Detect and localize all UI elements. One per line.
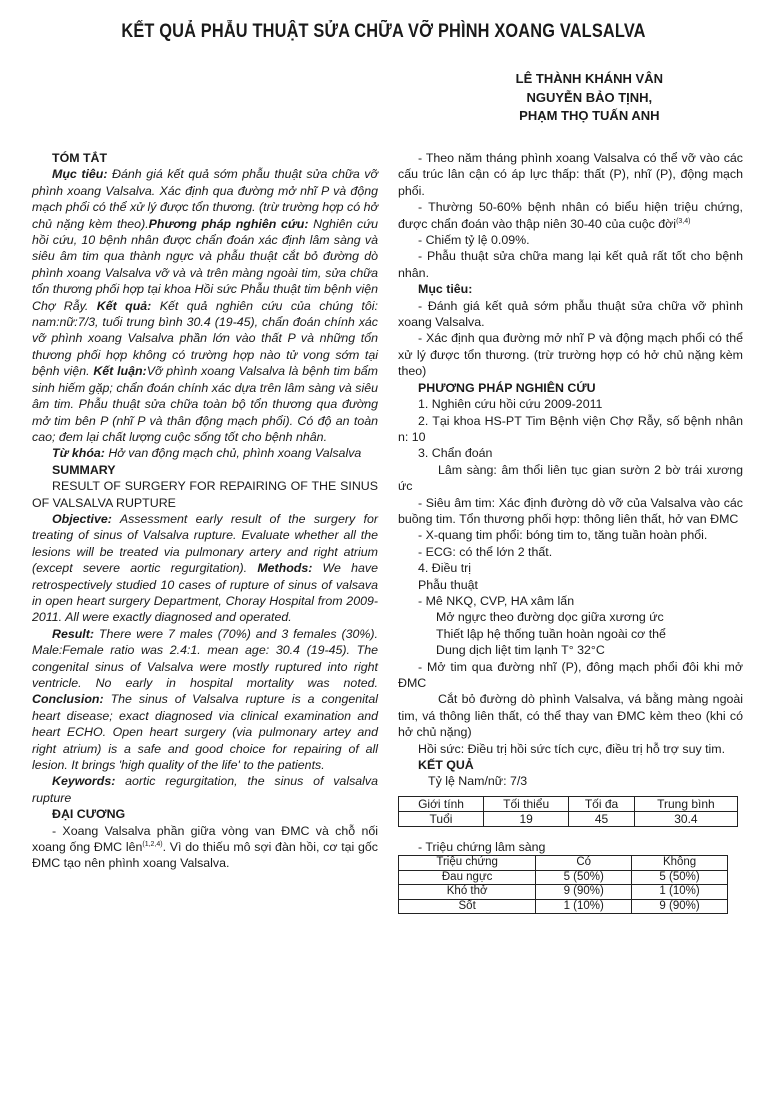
conclusion-text: The sinus of Valsalva rupture is a congenital heart disease; exact diagnosed via clinical examination and heart ECHO. Open heart surgery (via pulmonary artey and right atrium) is a safe and good choice for repairing of all lesion. It brings 'high quality of the life' to the patients. xyxy=(32,692,378,773)
table-row xyxy=(399,870,728,885)
intro-p3: - Chiếm tỷ lệ 0.09%. xyxy=(418,233,530,248)
muctieu-label: Mục tiêu: xyxy=(52,167,108,182)
author-3: PHẠM THỌ TUẤN ANH xyxy=(519,108,660,123)
pp-4d: Thiết lập hệ thống tuần hoàn ngoài cơ thể xyxy=(436,626,666,641)
daicuong-text-b: . Vì do thiếu mô sợi đàn hồi, cơ tại gốc ĐMC tạo nên phình xoang Valsalva. xyxy=(32,840,379,871)
table-header-cell: Tối thiểu xyxy=(484,796,569,811)
author-list xyxy=(516,70,663,126)
table-header-cell: Tối đa xyxy=(569,796,635,811)
table-row xyxy=(399,811,738,826)
ppnc-text: Nghiên cứu hồi cứu, 10 bệnh nhân được chẩn đoán xác định lâm sàng và siêu âm tim qua thành ngực và phẫu thuật cắt bỏ đường dò phình xoang Valsalva vỡ và và trên màng ngoài tim, sửa chữa tổn thương phối hợp tại khoa Hồi sức Phẫu thuật tim bệnh viện Chợ Rẫy. xyxy=(32,216,378,313)
muctieu-1: - Đánh giá kết quả sớm phẫu thuật sửa chữa vỡ phình xoang Valsalva. xyxy=(398,298,743,330)
table-cell: 9 (90%) xyxy=(632,899,728,914)
objective-label: Objective: xyxy=(52,511,112,526)
pp-2: 2. Tại khoa HS-PT Tim Bệnh viện Chợ Rẫy, số bệnh nhân n: 10 xyxy=(398,413,743,444)
kl-text: Vỡ phình xoang Valsalva là bệnh tim bẩm sinh hiếm gặp; chẩn đoán chính xác dựa trên lâm sàng và siêu âm tim. Phẫu thuật sửa chữa toàn bộ tổn thương qua đường mở tim bên P (nhĩ P và thân động mạch phổi). Có độ an toàn cao; đem lại chất lượng cuộc sống tốt cho bệnh nhân. xyxy=(32,364,378,444)
intro-p2-text: - Thường 50-60% bệnh nhân có biểu hiện triệu chứng, được chẩn đoán vào thập niên 30-40 của cuộc đời xyxy=(398,200,743,231)
table-header-cell: Giới tính xyxy=(399,796,484,811)
sex-ratio: Tỷ lệ Nam/nữ: 7/3 xyxy=(428,774,528,789)
intro-p2 xyxy=(398,199,743,232)
symptoms-table xyxy=(398,855,728,914)
daicuong-heading: ĐẠI CƯƠNG xyxy=(52,807,126,822)
table-cell: 1 (10%) xyxy=(632,885,728,900)
table-header-cell: Có xyxy=(536,856,632,871)
abstract-en xyxy=(32,511,378,626)
keywords xyxy=(32,773,378,806)
table-cell: 45 xyxy=(569,811,635,826)
kq-text: Kết quả nghiên cứu của chúng tôi: nam:nữ:7/3, tuổi trung bình 30.4 (19-45), chẩn đoán chính xác vỡ phình xoang Valsalva phần lớn vào thất P và những tổn thương phối hợp không có trường hợp nào tử vong sớm tại bệnh viện. xyxy=(32,298,378,379)
symptoms-caption: - Triệu chứng lâm sàng xyxy=(418,839,546,854)
muctieu-2: - Xác định qua đường mở nhĩ P và động mạch phổi có thể xử lý được tổn thương. (trừ trường hợp có hở chủ nặng kèm theo) xyxy=(398,331,743,379)
author-1: LÊ THÀNH KHÁNH VÂN xyxy=(515,71,663,86)
summary-heading: SUMMARY xyxy=(52,462,116,477)
muctieu-text: Đánh giá kết quả sớm phẫu thuật sửa chữa vỡ phình xoang Valsalva. Xác định qua đường mở nhĩ P và động mạch phổi có thể xử lý được tổn thương. (trừ trường hợp có hở chủ nặng kèm theo). xyxy=(32,167,378,231)
pp-1: 1. Nghiên cứu hồi cứu 2009-2011 xyxy=(418,397,603,412)
intro-p2-citation: (3,4) xyxy=(676,217,691,225)
kq-label: Kết quả: xyxy=(96,298,152,313)
pp-4: 4. Điều trị xyxy=(418,561,472,576)
paper-title: KẾT QUẢ PHẪU THUẬT SỬA CHỮA VỠ PHÌNH XOANG VALSALVA xyxy=(121,21,646,42)
daicuong-text xyxy=(32,823,378,872)
table-cell: Sốt xyxy=(399,899,536,914)
tukhoa xyxy=(32,445,378,461)
daicuong-text-a: - Xoang Valsalva phần giữa vòng van ĐMC và chỗ nối xoang ống ĐMC lên xyxy=(32,823,378,855)
right-column xyxy=(398,150,743,914)
table-cell: Tuổi xyxy=(399,811,484,826)
table-cell: 30.4 xyxy=(634,811,737,826)
pp-3b: - Siêu âm tim: Xác định đường dò vỡ của Valsalva vào các buồng tim. Tổn thương phối hợp: thông liên thất, hở van ĐMC xyxy=(398,495,743,526)
result-text: There were 7 males (70%) and 3 females (30%). Male:Female ratio was 2.4:1. mean age: 30.4 (19-45). The congenital sinus of Valsalva were mostly ruptured into right ventricle. No early in hospital mortality was noted. xyxy=(32,626,378,690)
pp-4h: Hồi sức: Điều trị hồi sức tích cực, điều trị hỗ trợ suy tim. xyxy=(418,741,726,756)
kl-label: Kết luận: xyxy=(93,364,147,379)
ketqua-heading: KẾT QUẢ xyxy=(418,758,474,773)
pp-3d: - ECG: có thể lớn 2 thất. xyxy=(418,544,553,559)
tukhoa-text: Hở van động mạch chủ, phình xoang Valsalva xyxy=(104,446,362,461)
methods-label: Methods: xyxy=(257,561,313,576)
table-header-cell: Không xyxy=(632,856,728,871)
table-cell: 9 (90%) xyxy=(536,885,632,900)
table-cell: 5 (50%) xyxy=(632,870,728,885)
keywords-label: Keywords: xyxy=(52,774,116,789)
pp-4f: - Mở tim qua đường nhĩ (P), đông mạch phổi đôi khi mở ĐMC xyxy=(398,659,743,690)
summary-title: RESULT OF SURGERY FOR REPAIRING OF THE SINUS OF VALSALVA RUPTURE xyxy=(32,479,378,510)
table-row xyxy=(399,885,728,900)
pp-4a: Phẫu thuật xyxy=(418,577,478,592)
pp-4g: Cắt bỏ đường dò phình Valsalva, vá bằng màng ngoài tim, vá thông liên thất, có thể thay van ĐMC kèm theo (khi có hở chủ nặng) xyxy=(398,692,743,740)
table-row xyxy=(399,796,738,811)
table-cell: Khó thở xyxy=(399,885,536,900)
table-header-cell: Trung bình xyxy=(634,796,737,811)
tomtat-heading: TÓM TẮT xyxy=(52,151,108,165)
conclusion-label: Conclusion: xyxy=(32,692,104,707)
abstract-vi xyxy=(32,166,378,445)
intro-p4: - Phẫu thuật sửa chữa mang lại kết quả rất tốt cho bệnh nhân. xyxy=(398,249,743,280)
keywords-text: aortic regurgitation, the sinus of valsalva rupture xyxy=(32,774,378,805)
pp-3a: Lâm sàng: âm thổi liên tục gian sườn 2 bờ trái xương ức xyxy=(398,462,743,494)
left-column xyxy=(32,150,378,872)
table-cell: 1 (10%) xyxy=(536,899,632,914)
tukhoa-label: Từ khóa: xyxy=(52,446,105,461)
pp-4c: Mở ngực theo đường dọc giữa xương ức xyxy=(436,610,664,625)
table-row xyxy=(399,899,728,914)
muctieu-heading: Mục tiêu: xyxy=(418,282,473,297)
ppnc-heading: PHƯƠNG PHÁP NGHIÊN CỨU xyxy=(418,380,596,395)
pp-4b: - Mê NKQ, CVP, HA xâm lấn xyxy=(418,593,575,608)
abstract-en-2 xyxy=(32,626,378,774)
age-table xyxy=(398,796,738,827)
pp-3: 3. Chẩn đoán xyxy=(418,446,493,461)
methods-text: We have retrospectively studied 10 cases of rupture of sinus of valsava in open heart surgery Department, Choray Hospital from 2009-2011. All were exactly diagnosed and operated. xyxy=(32,561,378,625)
pp-3c: - X-quang tim phổi: bóng tim to, tăng tuần hoàn phổi. xyxy=(418,528,708,543)
objective-text: Assessment early result of the surgery for treating of sinus of Valsalva rupture. Evaluate whether all the lesions will be treated via pulmonary artery and right atrium (except severe aortic regurgitation). xyxy=(32,511,378,576)
result-label: Result: xyxy=(52,626,94,641)
pp-4e: Dung dịch liệt tim lạnh T° 32°C xyxy=(436,643,605,658)
author-2: NGUYỄN BẢO TỊNH, xyxy=(526,89,653,105)
ppnc-label: Phương pháp nghiên cứu: xyxy=(148,216,309,231)
table-cell: 5 (50%) xyxy=(536,870,632,885)
table-cell: 19 xyxy=(484,811,569,826)
table-header-cell: Triệu chứng xyxy=(399,856,536,871)
table-row xyxy=(399,856,728,871)
daicuong-citation: (1,2,4) xyxy=(142,840,163,848)
intro-p1: - Theo năm tháng phình xoang Valsalva có thể vỡ vào các cấu trúc lân cận có áp lực thấp: thất (P), nhĩ (P), động mạch phổi. xyxy=(398,151,743,198)
table-cell: Đau ngực xyxy=(399,870,536,885)
